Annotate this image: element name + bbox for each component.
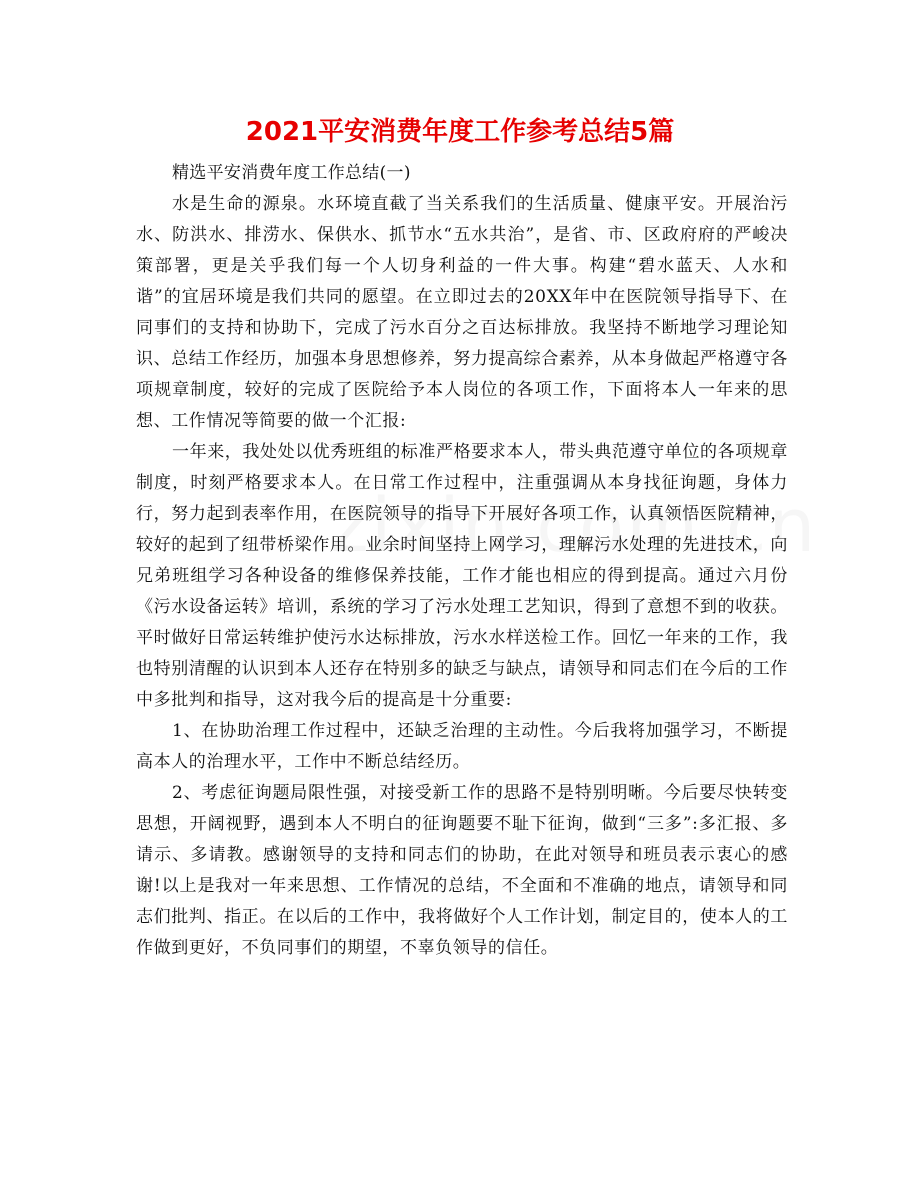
document-body — [136, 158, 788, 964]
paragraph-2: 一年来，我处处以优秀班组的标准严格要求本人，带头典范遵守单位的各项规章制度，时刻严格要求本人。在日常工作过程中，注重强调从本身找征询题，身体力行，努力起到表率作用，在医院领导的指导下开展好各项工作，认真领悟医院精神，较好的起到了纽带桥梁作用。业余时间坚持上网学习，理解污水处理的先进技术，向兄弟班组学习各种设备的维修保养技能，工作才能也相应的得到提高。通过六月份《污水设备运转》培训，系统的学习了污水处理工艺知识，得到了意想不到的收获。平时做好日常运转维护使污水达标排放，污水水样送检工作。回忆一年来的工作，我也特别清醒的认识到本人还存在特别多的缺乏与缺点，请领导和同志们在今后的工作中多批判和指导，这对我今后的提高是十分重要: — [136, 442, 788, 710]
paragraph-3: 1、在协助治理工作过程中，还缺乏治理的主动性。今后我将加强学习，不断提高本人的治理水平，工作中不断总结经历。 — [136, 721, 788, 772]
paragraph-4: 2、考虑征询题局限性强，对接受新工作的思路不是特别明晰。今后要尽快转变思想，开阔视野，遇到本人不明白的征询题要不耻下征询，做到“三多”:多汇报、多请示、多请教。感谢领导的支持和同志们的协助，在此对领导和班员表示衷心的感谢!以上是我对一年来思想、工作情况的总结，不全面和不准确的地点，请领导和同志们批判、指正。在以后的工作中，我将做好个人工作计划，制定目的，使本人的工作做到更好，不负同事们的期望，不辜负领导的信任。 — [136, 783, 788, 958]
section-heading: 精选平安消费年度工作总结(一) — [172, 163, 411, 183]
document-title: 2021平安消费年度工作参考总结5篇 — [245, 117, 675, 147]
paragraph-1: 水是生命的源泉。水环境直截了当关系我们的生活质量、健康平安。开展治污水、防洪水、排涝水、保供水、抓节水“五水共治”，是省、市、区政府府的严峻决策部署，更是关乎我们每一个人切身利益的一件大事。构建“碧水蓝天、人水和谐”的宜居环境是我们共同的愿望。在立即过去的20XX年中在医院领导指导下、在同事们的支持和协助下，完成了污水百分之百达标排放。我坚持不断地学习理论知识、总结工作经历，加强本身思想修养，努力提高综合素养，从本身做起严格遵守各项规章制度，较好的完成了医院给予本人岗位的各项工作，下面将本人一年来的思想、工作情况等简要的做一个汇报: — [136, 194, 788, 431]
